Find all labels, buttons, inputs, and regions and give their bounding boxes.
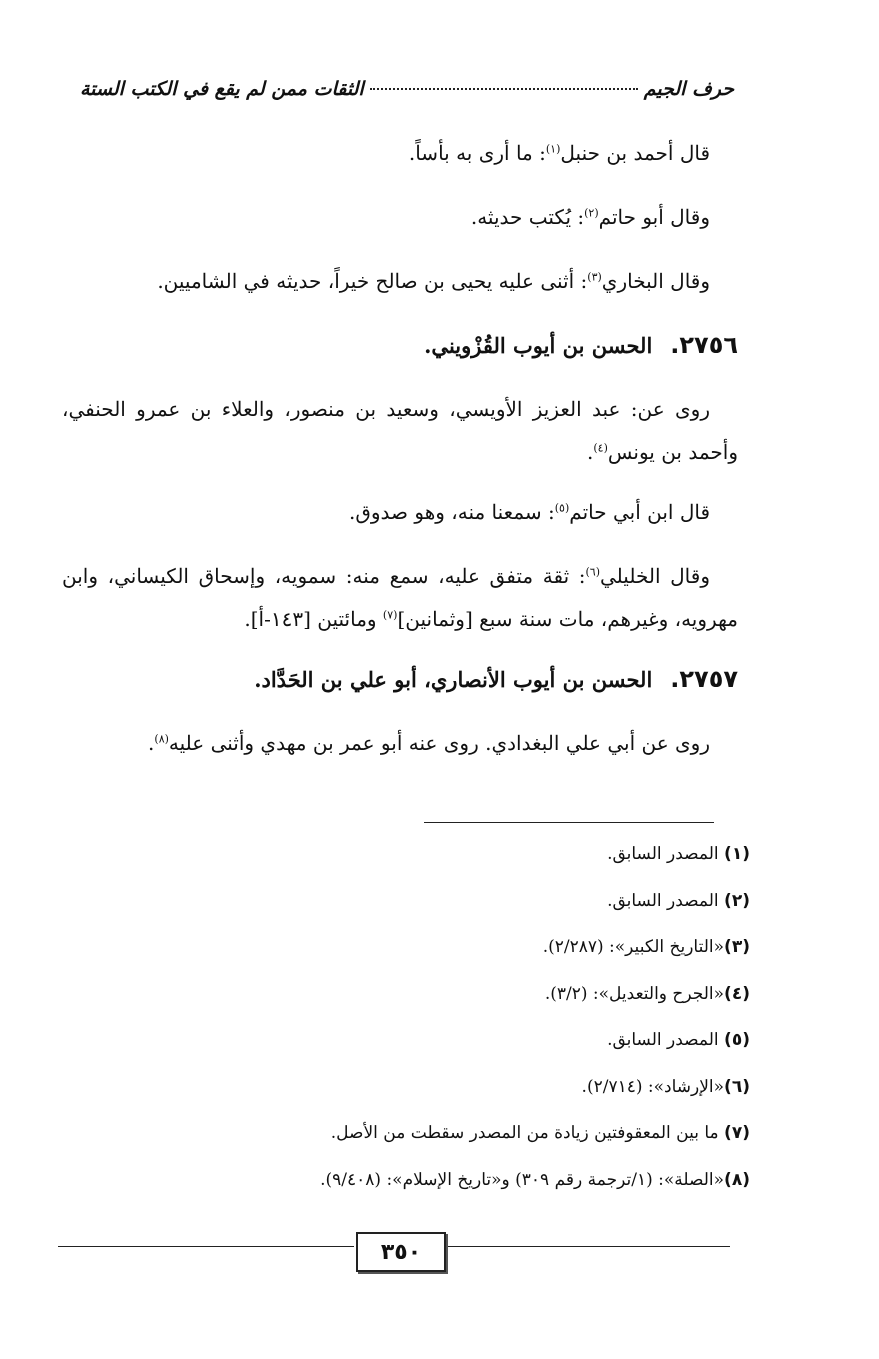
footnote-number: (٧)	[724, 1123, 750, 1143]
entry-heading-2757	[62, 658, 738, 701]
paragraph-khalili	[62, 555, 738, 641]
header-book-title: الثقات ممن لم يقع في الكتب الستة	[80, 78, 364, 100]
paragraph-abu-hatim	[62, 196, 738, 239]
footnote-number: (٥)	[724, 1030, 750, 1050]
footnotes	[90, 840, 750, 1212]
footnote-marker[interactable]: (٨)	[154, 732, 169, 746]
para-text: وقال أبو حاتم	[598, 205, 710, 229]
footnote-marker[interactable]: (٥)	[554, 501, 570, 515]
footnote-number: (٣)	[724, 937, 750, 957]
footnote-text: المصدر السابق.	[607, 844, 725, 864]
para-text: قال ابن أبي حاتم	[569, 500, 710, 524]
footnote-text: «التاريخ الكبير»: (٢/٢٨٧).	[542, 937, 725, 957]
footnote-text: المصدر السابق.	[607, 890, 725, 911]
footnote-item	[90, 980, 750, 1008]
footnote-item	[90, 887, 750, 915]
footer-rule-right	[446, 1246, 730, 1247]
footnote-text: «الصلة»: (١/ترجمة رقم ٣٠٩) و«تاريخ الإسلام»: (٩/٤٠٨).	[320, 1169, 725, 1190]
para-text: : ما أرى به بأساً.	[408, 141, 546, 165]
footnote-item	[90, 840, 750, 868]
para-text: .	[148, 731, 155, 755]
entry-number: ٢٧٥٧.	[670, 665, 738, 693]
para-text: ومائتين [١٤٣-أ].	[244, 607, 383, 631]
footnote-marker[interactable]: (٣)	[587, 270, 602, 284]
entry-heading-2756	[62, 324, 738, 367]
footnote-marker[interactable]: (٦)	[585, 565, 601, 579]
footnote-marker[interactable]: (١)	[545, 142, 561, 156]
footnote-item	[90, 1119, 750, 1147]
footnote-marker[interactable]: (٤)	[593, 441, 608, 455]
para-text: : ثقة متفق عليه، سمع منه: سمويه، وإسحاق الكيساني، وابن مهرويه، وغيرهم، مات سنة سبع [وثمانين]	[62, 564, 738, 631]
footnote-text: ما بين المعقوفتين زيادة من المصدر سقطت من الأصل.	[330, 1123, 725, 1143]
footnote-number: (٨)	[724, 1169, 750, 1190]
footnote-number: (١)	[724, 844, 750, 864]
paragraph-narrated-from	[62, 388, 738, 474]
footnote-marker[interactable]: (٢)	[584, 206, 599, 220]
para-text: : يُكتب حديثه.	[470, 205, 585, 229]
para-text: وقال البخاري	[601, 269, 710, 293]
paragraph-narrated-from-baghdadi	[62, 722, 738, 765]
header-chapter: حرف الجيم	[643, 78, 734, 100]
entry-title: الحسن بن أيوب الأنصاري، أبو علي بن الحَدَّاد.	[254, 667, 653, 692]
entry-title: الحسن بن أيوب القُزْويني.	[424, 333, 653, 358]
footnote-item	[90, 1026, 750, 1054]
footnote-number: (٦)	[724, 1076, 750, 1097]
footnote-text: «الجرح والتعديل»: (٣/٢).	[544, 983, 725, 1004]
page-number: ٣٥٠	[356, 1232, 446, 1272]
footnote-item	[90, 1166, 750, 1194]
main-text	[62, 132, 738, 786]
footnote-item	[90, 933, 750, 961]
running-header	[80, 78, 734, 100]
para-text: .	[587, 440, 594, 464]
para-text: قال أحمد بن حنبل	[560, 141, 710, 165]
para-text: وقال الخليلي	[600, 564, 710, 588]
paragraph-ibn-abi-hatim	[62, 491, 738, 534]
paragraph-ahmad	[62, 132, 738, 175]
footnote-marker[interactable]: (٧)	[382, 608, 398, 622]
footnote-number: (٤)	[724, 983, 750, 1004]
para-text: روى عن: عبد العزيز الأويسي، وسعيد بن منصور، والعلاء بن عمرو الحنفي، وأحمد بن يونس	[62, 397, 738, 464]
footnote-item	[90, 1073, 750, 1101]
para-text: روى عن أبي علي البغدادي. روى عنه أبو عمر بن مهدي وأثنى عليه	[168, 731, 710, 755]
para-text: : أثنى عليه يحيى بن صالح خيراً، حديثه في الشاميين.	[157, 269, 588, 293]
paragraph-bukhari	[62, 260, 738, 303]
footnote-separator	[424, 822, 714, 823]
footer-rule-left	[58, 1246, 354, 1247]
header-dot-leader	[370, 88, 638, 90]
entry-number: ٢٧٥٦.	[670, 331, 738, 359]
footnote-text: «الإرشاد»: (٢/٧١٤).	[581, 1076, 725, 1097]
footnote-number: (٢)	[724, 890, 750, 911]
para-text: : سمعنا منه، وهو صدوق.	[349, 500, 555, 524]
footnote-text: المصدر السابق.	[607, 1030, 725, 1050]
